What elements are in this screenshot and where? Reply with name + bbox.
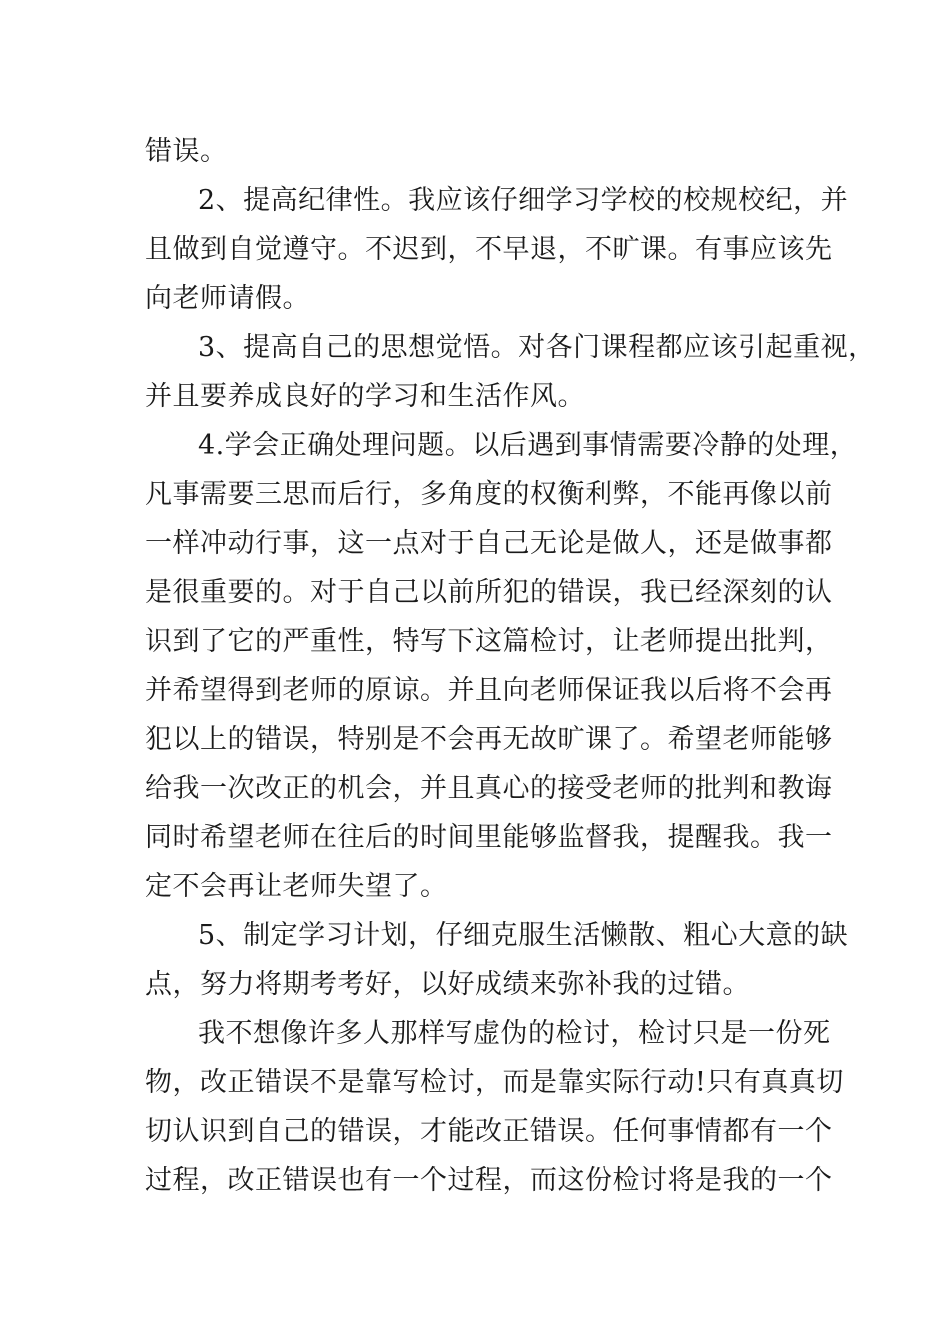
text-line: 识到了它的严重性，特写下这篇检讨，让老师提出批判，	[145, 626, 833, 657]
text-line: 并希望得到老师的原谅。并且向老师保证我以后将不会再	[145, 675, 833, 706]
text-line: 5、制定学习计划，仔细克服生活懒散、粗心大意的缺	[198, 920, 849, 951]
text-line: 给我一次改正的机会，并且真心的接受老师的批判和教诲	[145, 773, 833, 804]
text-line: 同时希望老师在往后的时间里能够监督我，提醒我。我一	[145, 822, 833, 853]
text-line: 4.学会正确处理问题。以后遇到事情需要冷静的处理，	[198, 430, 858, 461]
text-line: 犯以上的错误，特别是不会再无故旷课了。希望老师能够	[145, 724, 833, 755]
text-line: 过程，改正错误也有一个过程，而这份检讨将是我的一个	[145, 1165, 833, 1196]
text-line: 一样冲动行事，这一点对于自己无论是做人，还是做事都	[145, 528, 833, 559]
text-line: 错误。	[145, 136, 228, 167]
text-line: 凡事需要三思而后行，多角度的权衡利弊，不能再像以前	[145, 479, 833, 510]
text-line: 3、提高自己的思想觉悟。对各门课程都应该引起重视，	[198, 332, 876, 363]
text-line: 且做到自觉遵守。不迟到，不早退，不旷课。有事应该先	[145, 234, 833, 265]
text-line: 2、提高纪律性。我应该仔细学习学校的校规校纪，并	[198, 185, 849, 216]
text-line: 向老师请假。	[145, 283, 310, 314]
text-line: 定不会再让老师失望了。	[145, 871, 448, 902]
text-line: 我不想像许多人那样写虚伪的检讨，检讨只是一份死	[198, 1018, 831, 1049]
text-line: 是很重要的。对于自己以前所犯的错误，我已经深刻的认	[145, 577, 833, 608]
text-line: 物，改正错误不是靠写检讨，而是靠实际行动!只有真真切	[145, 1067, 844, 1098]
text-line: 点，努力将期考考好，以好成绩来弥补我的过错。	[145, 969, 750, 1000]
text-line: 切认识到自己的错误，才能改正错误。任何事情都有一个	[145, 1116, 833, 1147]
text-line: 并且要养成良好的学习和生活作风。	[145, 381, 585, 412]
